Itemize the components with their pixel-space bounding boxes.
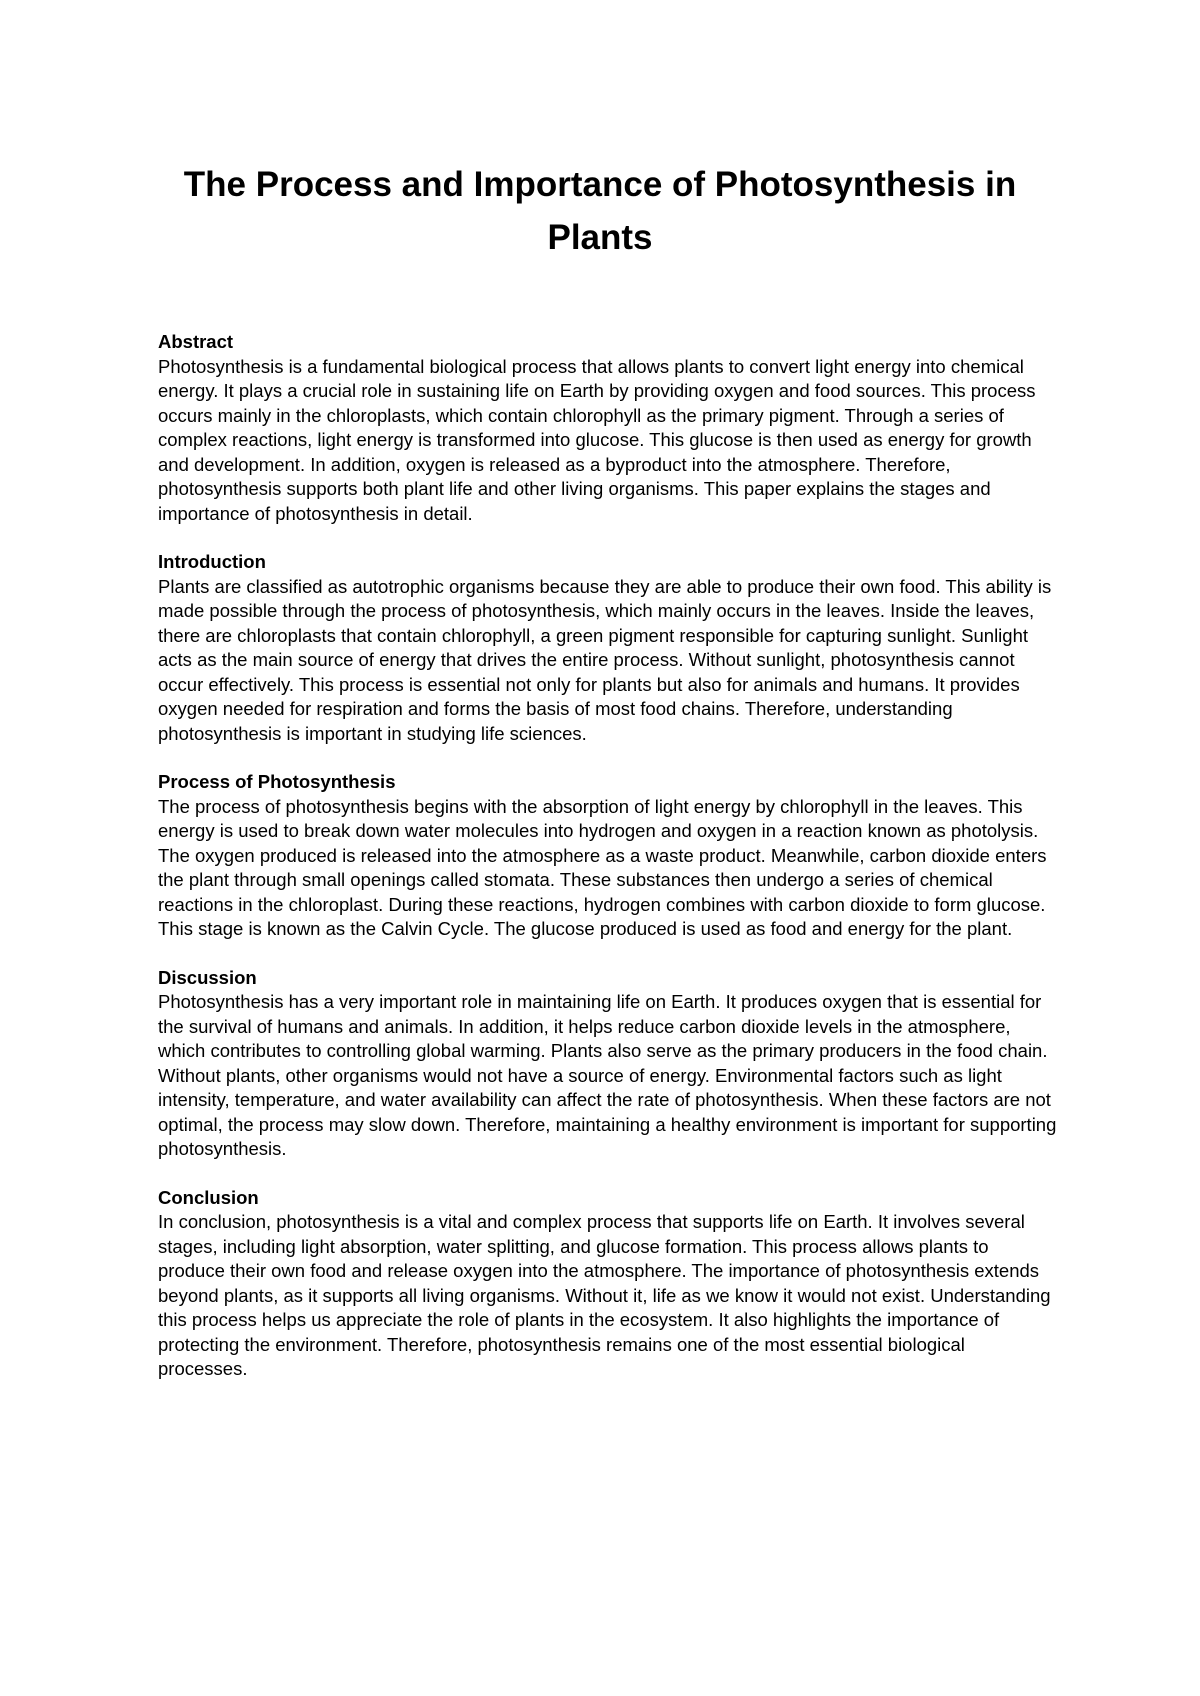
section-discussion — [158, 966, 1058, 1162]
section-paragraph: Photosynthesis has a very important role in maintaining life on Earth. It produces oxygen that is essential for the survival of humans and animals. In addition, it helps reduce carbon dioxide levels in the atmosphere, which contributes to controlling global warming. Plants also serve as the primary producers in the food chain. Without plants, other organisms would not have a source of energy. Environmental factors such as light intensity, temperature, and water availability can affect the rate of photosynthesis. When these factors are not optimal, the process may slow down. Therefore, maintaining a healthy environment is important for supporting photosynthesis. — [158, 991, 1057, 1159]
section-paragraph: In conclusion, photosynthesis is a vital and complex process that supports life on Earth. It involves several stages, including light absorption, water splitting, and glucose formation. This process allows plants to produce their own food and release oxygen into the atmosphere. The importance of photosynthesis extends beyond plants, as it supports all living organisms. Without it, life as we know it would not exist. Understanding this process helps us appreciate the role of plants in the ecosystem. It also highlights the importance of protecting the environment. Therefore, photosynthesis remains one of the most essential biological processes. — [158, 1211, 1051, 1379]
section-heading: Discussion — [158, 966, 257, 988]
section-heading: Introduction — [158, 551, 266, 572]
section-paragraph: Photosynthesis is a fundamental biological process that allows plants to convert light energy into chemical energy. It plays a crucial role in sustaining life on Earth by providing oxygen and food sources. This process occurs mainly in the chloroplasts, which contain chlorophyll as the primary pigment. Through a series of complex reactions, light energy is transformed into glucose. This glucose is then used as energy for growth and development. In addition, oxygen is released as a byproduct into the atmosphere. Therefore, photosynthesis supports both plant life and other living organisms. This paper explains the stages and importance of photosynthesis in detail. — [158, 355, 1036, 524]
section-paragraph: The process of photosynthesis begins with the absorption of light energy by chlorophyll in the leaves. This energy is used to break down water molecules into hydrogen and oxygen in a reaction known as photolysis. The oxygen produced is released into the atmosphere as a waste product. Meanwhile, carbon dioxide enters the plant through small openings called stomata. These substances then undergo a series of chemical reactions in the chloroplast. During these reactions, hydrogen combines with carbon dioxide to form glucose. This stage is known as the Calvin Cycle. The glucose produced is used as food and energy for the plant. — [158, 795, 1047, 939]
section-heading: Abstract — [158, 331, 234, 352]
section-process — [158, 770, 1058, 942]
section-abstract — [158, 330, 1058, 526]
section-heading: Conclusion — [158, 1186, 259, 1208]
document-title: The Process and Importance of Photosynthesis in Plants — [183, 165, 1017, 257]
section-heading: Process of Photosynthesis — [158, 771, 396, 792]
section-introduction — [158, 550, 1058, 746]
section-conclusion — [158, 1186, 1058, 1382]
document-content — [158, 330, 1058, 1406]
section-paragraph: Plants are classified as autotrophic organisms because they are able to produce their own food. This ability is made possible through the process of photosynthesis, which mainly occurs in the leaves. Inside the leaves, there are chloroplasts that contain chlorophyll, a green pigment responsible for capturing sunlight. Sunlight acts as the main source of energy that drives the entire process. Without sunlight, photosynthesis cannot occur effectively. This process is essential not only for plants but also for animals and humans. It provides oxygen needed for respiration and forms the basis of most food chains. Therefore, understanding photosynthesis is important in studying life sciences. — [158, 575, 1052, 744]
